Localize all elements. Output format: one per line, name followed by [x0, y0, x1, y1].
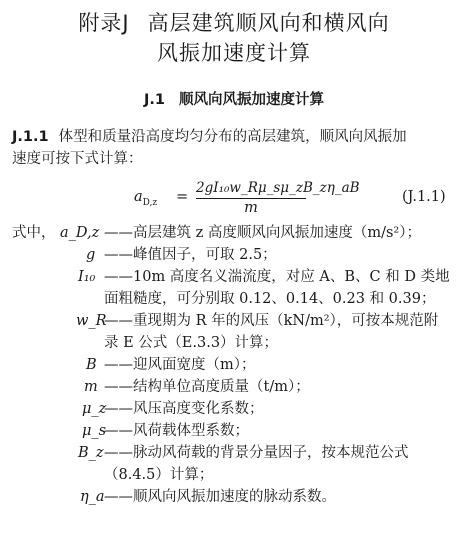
definition-text: ——风压高度变化系数； [104, 401, 264, 417]
symbol-definitions [12, 222, 464, 508]
section-heading [0, 88, 468, 109]
definition-text: ——迎风面宽度（m）； [104, 357, 256, 373]
formula-lhs-symbol: a [134, 189, 143, 205]
definition-symbol: m [84, 379, 98, 395]
definition-text: ——高层建筑 z 高度顺风向风振加速度（m/s²）； [104, 225, 421, 241]
definition-text: ——顺风向风振加速度的脉动系数。 [104, 489, 336, 505]
definition-item [12, 266, 464, 288]
formula-equals: = [176, 189, 189, 205]
formula-lhs-subscript: D,z [142, 197, 158, 208]
formula-lhs [134, 189, 157, 208]
clause-number: J.1.1 [12, 129, 49, 145]
formula-j-1-1 [0, 180, 468, 220]
clause-text-line1: 体型和质量沿高度均匀分布的高层建筑，顺风向风振加 [58, 129, 407, 145]
definition-item [12, 354, 464, 376]
definition-continuation: （8.4.5）计算； [104, 467, 214, 483]
clause-line1 [12, 126, 460, 148]
definition-symbol: w_R [76, 313, 107, 329]
appendix-title-line2: 风振加速度计算 [157, 41, 311, 65]
definition-symbol: a_D,z [60, 225, 100, 241]
definition-text: ——风荷载体型系数； [104, 423, 249, 439]
appendix-title [0, 8, 468, 68]
definition-item [12, 398, 464, 420]
definition-text: ——重现期为 R 年的风压（kN/m²），可按本规范附 [104, 313, 439, 329]
definition-item [12, 376, 464, 398]
definition-text: ——结构单位高度质量（t/m）； [104, 379, 310, 395]
definitions-lead: 式中， [12, 225, 56, 241]
section-title: 顺风向风振加速度计算 [179, 92, 324, 108]
formula-denominator: m [244, 200, 258, 216]
definition-continuation: 面粗糙度，可分别取 0.12、0.14、0.23 和 0.39； [104, 291, 436, 307]
definition-item [12, 310, 464, 332]
definition-symbol: B_z [78, 445, 104, 461]
definition-text: ——脉动风荷载的背景分量因子，按本规范公式 [104, 445, 409, 461]
definition-item [12, 244, 464, 266]
definition-item [12, 442, 464, 464]
definition-symbol: g [86, 247, 96, 263]
formula-numerator: 2gI₁₀w_Rμ_sμ_zB_zη_aB [196, 180, 306, 199]
appendix-title-line1 [0, 8, 468, 38]
formula-number: (J.1.1) [402, 189, 446, 205]
definition-symbol: η_a [80, 489, 105, 505]
definition-item [12, 486, 464, 508]
appendix-title-text1: 高层建筑顺风向和横风向 [147, 11, 390, 35]
definition-symbol: μ_s [82, 423, 107, 439]
clause-paragraph [12, 126, 460, 170]
appendix-label: 附录J [78, 11, 130, 35]
definition-item [12, 222, 464, 244]
clause-text-line2: 速度可按下式计算： [12, 151, 143, 167]
definition-item [12, 420, 464, 442]
definition-text: ——峰值因子，可取 2.5； [104, 247, 277, 263]
section-number: J.1 [144, 92, 165, 108]
definition-symbol: B [86, 357, 97, 373]
definition-continuation: 录 E 公式（E.3.3）计算； [104, 335, 279, 351]
definition-text: ——10m 高度名义湍流度，对应 A、B、C 和 D 类地 [104, 269, 450, 285]
definition-symbol: I₁₀ [78, 269, 96, 285]
formula-fraction [196, 180, 360, 217]
definition-symbol: μ_z [82, 401, 107, 417]
